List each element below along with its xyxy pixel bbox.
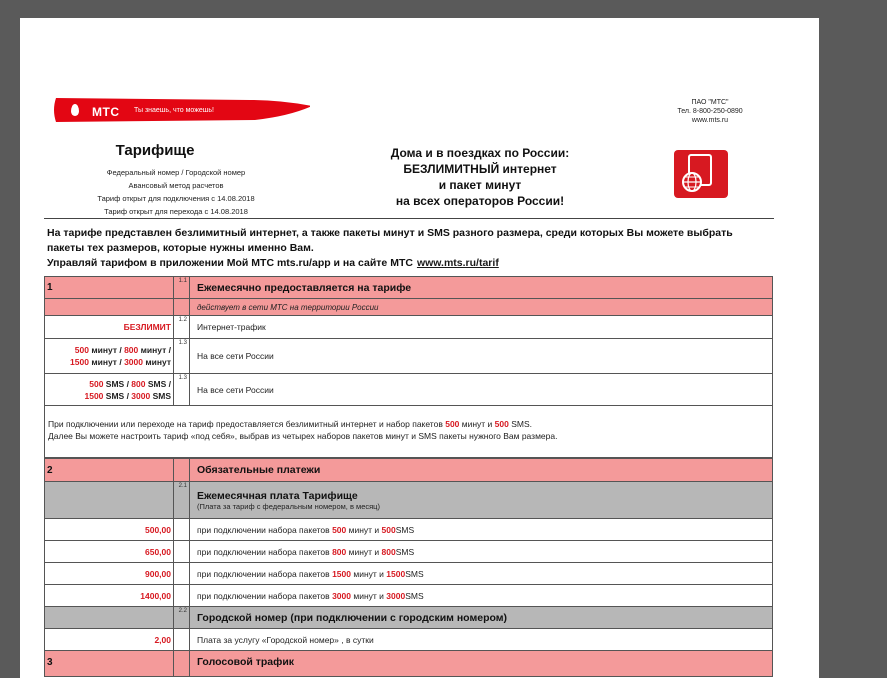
- fee-subtitle: (Плата за тариф с федеральным номером, в месяц): [197, 501, 380, 511]
- fee-desc: при подключении набора пакетов 800 минут и 800 SMS: [197, 546, 415, 557]
- intro-line: На тарифе представлен безлимитный интернет, а также пакеты минут и SMS разного размера, среди которых Вы можете выбрать: [47, 227, 733, 239]
- row-description: На все сети России: [197, 384, 274, 395]
- document-page: [20, 18, 819, 678]
- connection-note: При подключении или переходе на тариф предоставляется безлимитный интернет и набор пакетов 500 минут и 500 SMS. Далее Вы можете настроить тариф «под себя», выбрав из четырех наборов пакетов минут и SMS пакеты нужного Вам размера.: [48, 419, 558, 441]
- sms-packages: 500 SMS / 800 SMS / 1500 SMS / 3000 SMS: [84, 378, 171, 401]
- headline-line: БЕЗЛИМИТНЫЙ интернет: [403, 162, 557, 176]
- logo-text: МТС: [92, 105, 120, 119]
- section-title: Голосовой трафик: [197, 656, 295, 668]
- city-number-header: [44, 607, 773, 629]
- fee-header: [44, 482, 773, 519]
- row-description: Интернет-трафик: [197, 322, 266, 332]
- fee-price: 1400,00: [140, 590, 171, 601]
- item-number: 1.1: [174, 277, 190, 298]
- section-3-header: [44, 651, 773, 677]
- tariff-payment-method: Авансовый метод расчетов: [128, 181, 224, 190]
- fee-price: 650,00: [145, 546, 171, 557]
- table-row: [44, 339, 773, 374]
- headline-line: и пакет минут: [438, 178, 522, 192]
- section-1-note-row: [44, 299, 773, 316]
- company-contacts: [650, 98, 770, 125]
- row-description: На все сети России: [197, 351, 274, 361]
- item-number: 2.2: [174, 607, 190, 628]
- section-1-header: [44, 276, 773, 299]
- table-row: [44, 629, 773, 651]
- promo-headline: [360, 145, 600, 209]
- fee-title: Ежемесячная плата Тарифище: [197, 489, 358, 502]
- city-price: 2,00: [154, 634, 171, 645]
- item-number: 1.2: [174, 316, 190, 338]
- headline-line: Дома и в поездках по России:: [390, 146, 570, 160]
- table-row: [44, 563, 773, 585]
- logo-slogan: Ты знаешь, что можешь!: [134, 107, 214, 114]
- headline-line: на всех операторов России!: [395, 194, 565, 208]
- city-number-title: Городской номер (при подключении с городским номером): [197, 611, 508, 624]
- city-desc: Плата за услугу «Городской номер» , в сутки: [197, 634, 374, 645]
- intro-text: [47, 226, 777, 271]
- section-number: 2: [47, 464, 53, 476]
- table-row: [44, 316, 773, 339]
- intro-line: Управляй тарифом в приложении Мой МТС mts.ru/app и на сайте МТС www.mts.ru/tarif: [47, 257, 499, 269]
- fee-desc: при подключении набора пакетов 1500 минут и 1500 SMS: [197, 568, 424, 579]
- fee-price: 500,00: [145, 524, 171, 535]
- mts-egg-icon: [71, 104, 79, 116]
- header-divider: [44, 218, 774, 219]
- tariff-title: Тарифище: [115, 142, 195, 159]
- section-2-header: [44, 458, 773, 482]
- tariff-link[interactable]: www.mts.ru/tarif: [416, 257, 499, 269]
- tariff-number-type: Федеральный номер / Городской номер: [106, 168, 246, 177]
- section-number: 3: [47, 657, 53, 668]
- item-number: 1.3: [174, 339, 190, 373]
- fee-desc: при подключении набора пакетов 3000 минут и 3000 SMS: [197, 590, 424, 601]
- section-number: 1: [47, 282, 53, 293]
- table-row: [44, 585, 773, 607]
- tariff-open-connect: Тариф открыт для подключения с 14.08.2018: [97, 194, 255, 203]
- item-number: 1.3: [174, 374, 190, 405]
- table-row: [44, 519, 773, 541]
- web-globe-icon: [674, 150, 728, 198]
- section-title: Ежемесячно предоставляется на тарифе: [197, 281, 412, 294]
- section-title: Обязательные платежи: [197, 464, 321, 476]
- fee-desc: при подключении набора пакетов 500 минут и 500 SMS: [197, 524, 415, 535]
- minute-packages: 500 минут / 800 минут / 1500 минут / 3000 минут: [70, 345, 171, 367]
- fee-price: 900,00: [145, 568, 171, 579]
- company-site: www.mts.ru: [691, 117, 729, 124]
- tariff-open-switch: Тариф открыт для перехода с 14.08.2018: [104, 207, 248, 216]
- company-phone: Тел. 8-800-250-0890: [677, 108, 743, 115]
- table-row: [44, 374, 773, 406]
- item-number: 2.1: [174, 482, 190, 518]
- intro-line: пакеты тех размеров, которые нужны именно Вам.: [47, 242, 314, 254]
- table-row: [44, 541, 773, 563]
- unlimited-value: БЕЗЛИМИТ: [123, 322, 171, 332]
- section-note: действует в сети МТС на территории России: [197, 302, 379, 312]
- company-name: ПАО "МТС": [691, 99, 729, 106]
